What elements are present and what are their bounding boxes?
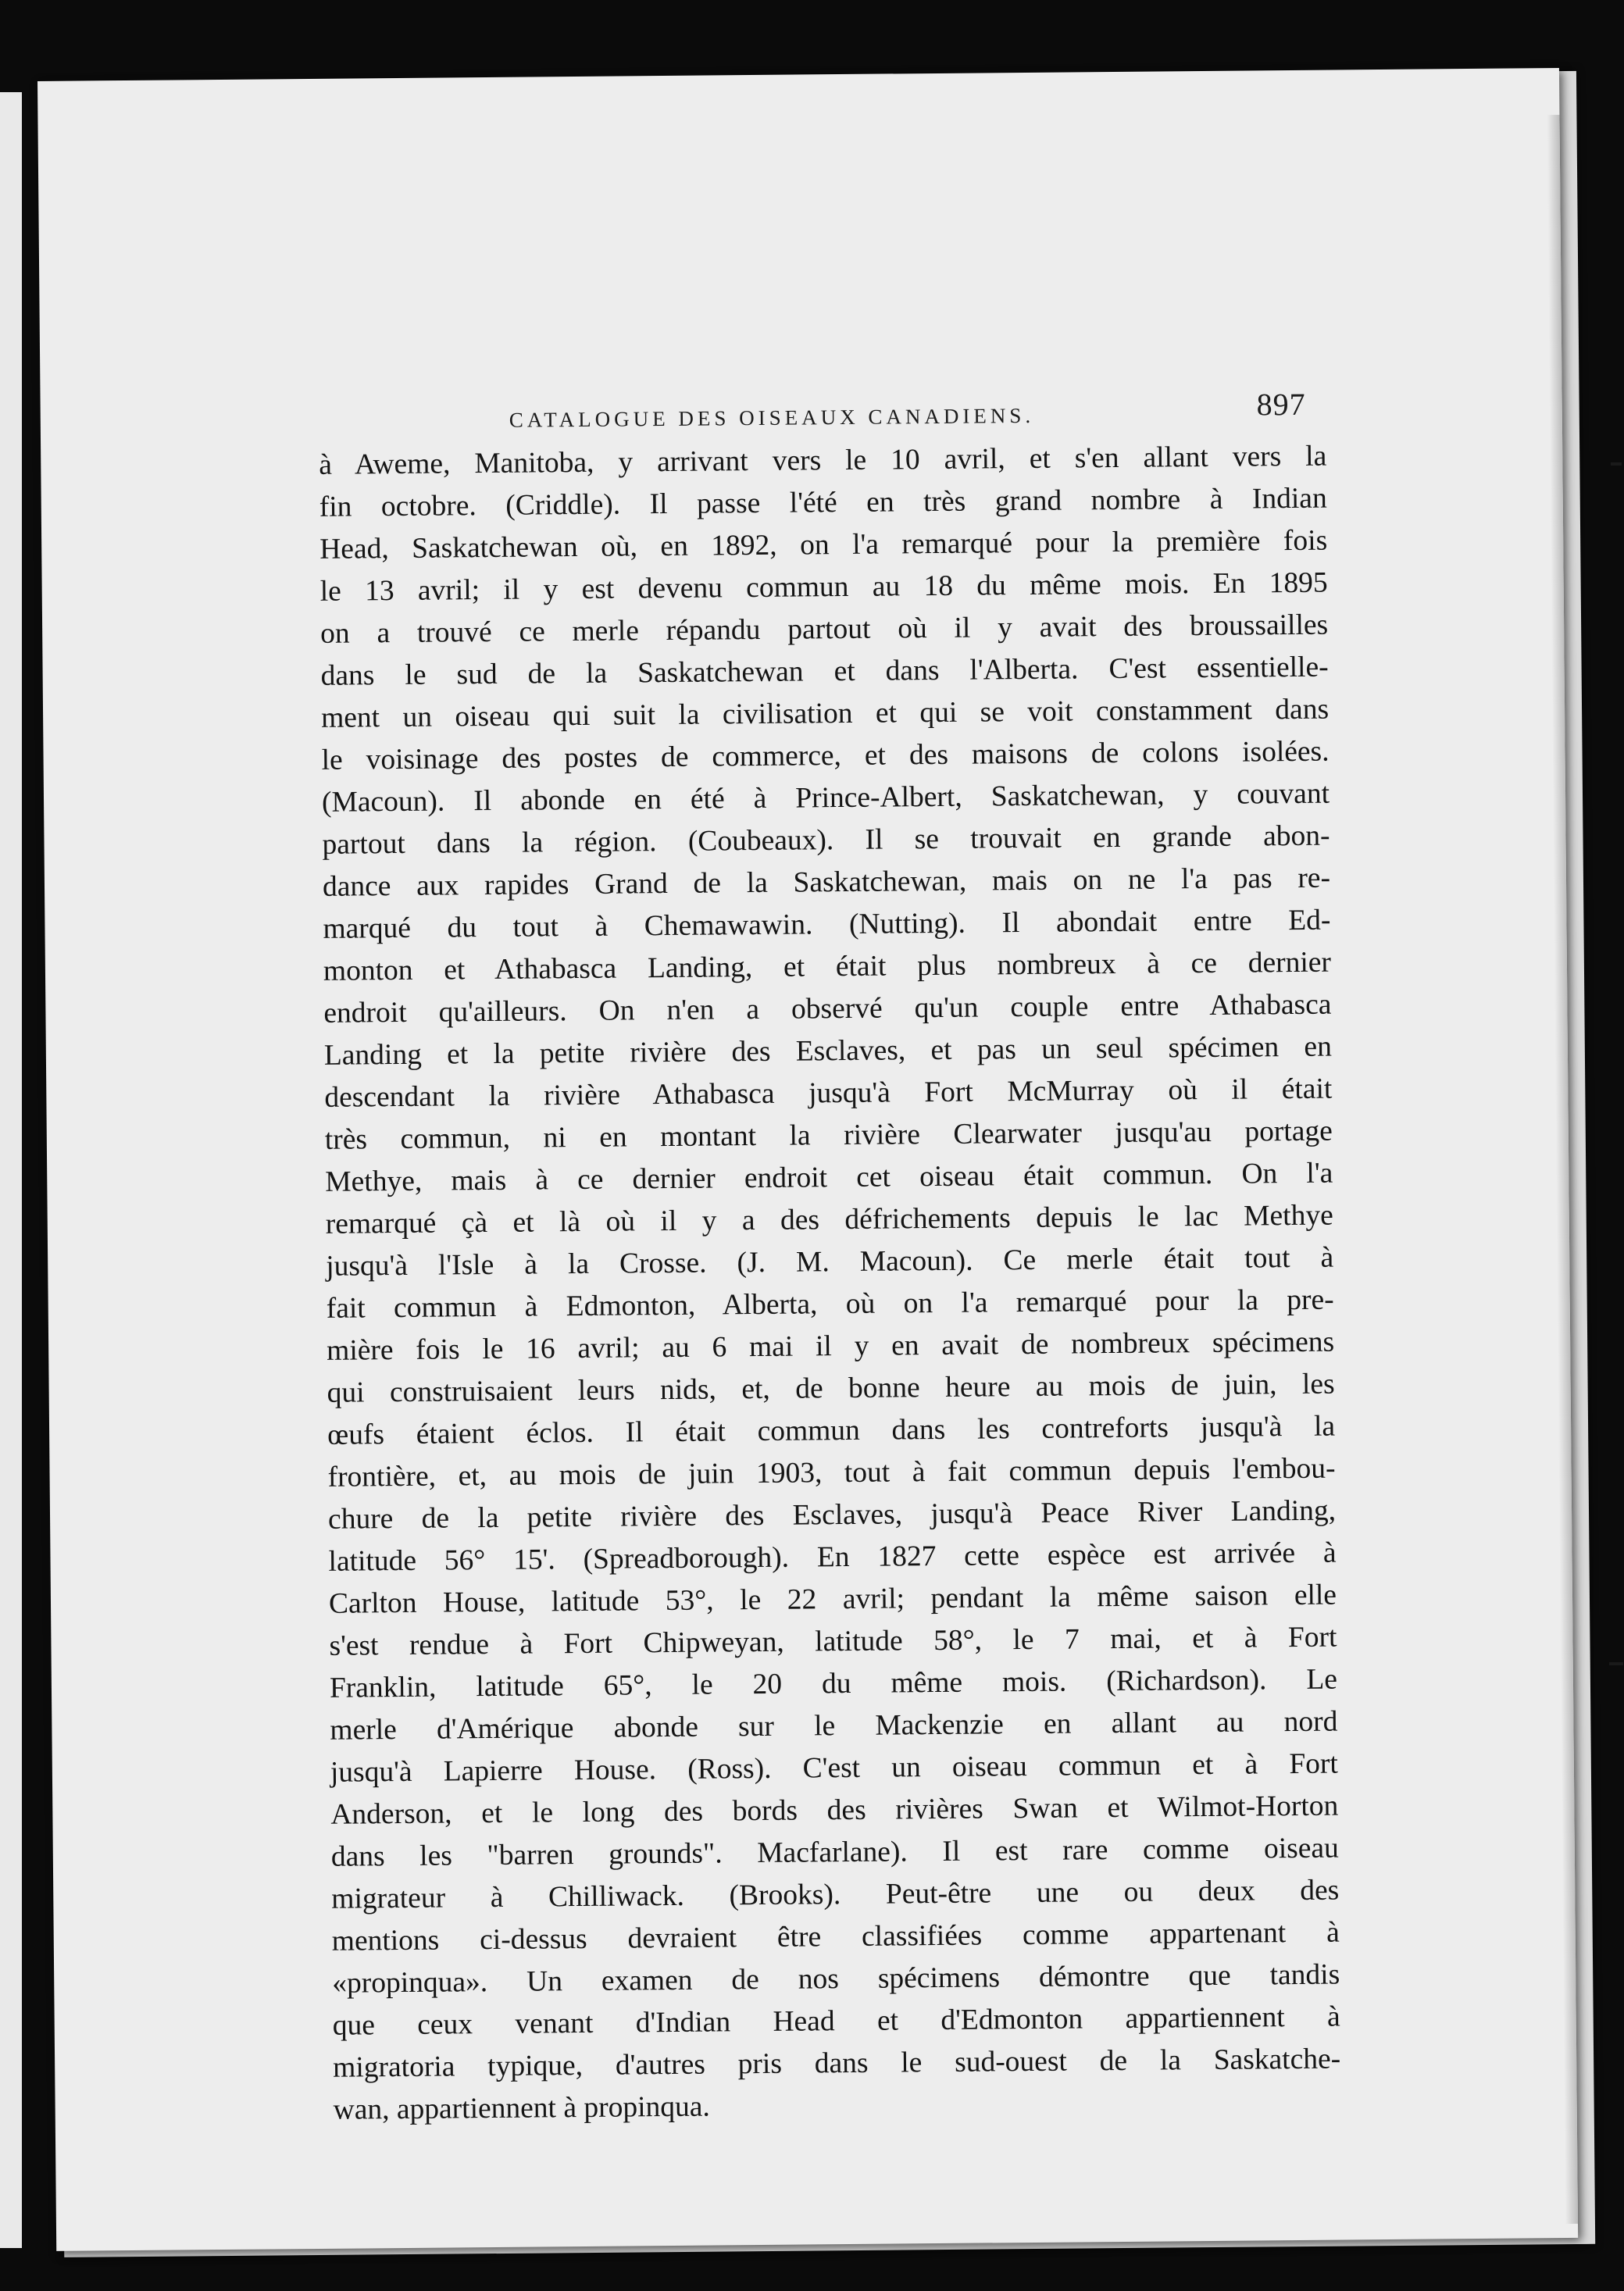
text-line: qui construisaient leurs nids, et, de bonne heure au mois de juin, les bbox=[327, 1368, 1335, 1409]
text-line: remarqué çà et là où il y a des défrichements depuis le lac Methye bbox=[325, 1199, 1333, 1240]
text-line: le 13 avril; il y est devenu commun au 18 du même mois. En 1895 bbox=[319, 566, 1328, 608]
text-line: Head, Saskatchewan où, en 1892, on l'a remarqué pour la première fois bbox=[319, 524, 1328, 566]
text-line: descendant la rivière Athabasca jusqu'à Fort McMurray où il était bbox=[324, 1072, 1333, 1114]
book-page bbox=[37, 68, 1578, 2251]
text-line: à Aweme, Manitoba, y arrivant vers le 10 avril, et s'en allant vers la bbox=[319, 440, 1327, 481]
text-line: Methye, mais à ce dernier endroit cet oiseau était commun. On l'a bbox=[325, 1157, 1333, 1198]
text-line: endroit qu'ailleurs. On n'en a observé qu'un couple entre Athabasca bbox=[323, 988, 1332, 1030]
edge-mark bbox=[1609, 1662, 1623, 1665]
text-line: Franklin, latitude 65°, le 20 du même mois. (Richardson). Le bbox=[329, 1663, 1338, 1704]
text-line: partout dans la région. (Coubeaux). Il se trouvait en grande abon- bbox=[322, 819, 1330, 861]
text-line: dans les "barren grounds". Macfarlane). Il est rare comme oiseau bbox=[330, 1832, 1339, 1873]
text-line: on a trouvé ce merle répandu partout où il y avait des broussailles bbox=[320, 608, 1329, 650]
text-line: dans le sud de la Saskatchewan et dans l'Alberta. C'est essentielle- bbox=[320, 651, 1329, 692]
running-head bbox=[477, 320, 1306, 432]
text-line: chure de la petite rivière des Esclaves, jusqu'à Peace River Landing, bbox=[327, 1494, 1337, 1536]
text-line: ment un oiseau qui suit la civilisation et qui se voit constamment dans bbox=[320, 693, 1330, 734]
text-line: dance aux rapides Grand de la Saskatchewan, mais on ne l'a pas re- bbox=[322, 862, 1331, 903]
text-line: que ceux venant d'Indian Head et d'Edmonton appartiennent à bbox=[332, 2000, 1340, 2042]
running-head-title: CATALOGUE DES OISEAUX CANADIENS. bbox=[509, 403, 1035, 432]
text-line: frontière, et, au mois de juin 1903, tout à fait commun depuis l'embou- bbox=[327, 1452, 1336, 1493]
text-line: mentions ci-dessus devraient être classifiées comme appartenant à bbox=[331, 1916, 1340, 1957]
text-line: jusqu'à l'Isle à la Crosse. (J. M. Macoun). Ce merle était tout à bbox=[326, 1241, 1334, 1283]
text-line: migrateur à Chilliwack. (Brooks). Peut-être une ou deux des bbox=[331, 1874, 1340, 1915]
body-text bbox=[319, 436, 1341, 2132]
text-line: migratoria typique, d'autres pris dans le sud-ouest de la Saskatche- bbox=[333, 2043, 1341, 2084]
text-line: fait commun à Edmonton, Alberta, où on l'a remarqué pour la pre- bbox=[326, 1283, 1334, 1325]
text-line: Carlton House, latitude 53°, le 22 avril; pendant la même saison elle bbox=[328, 1579, 1337, 1620]
text-line: fin octobre. (Criddle). Il passe l'été en très grand nombre à Indian bbox=[319, 482, 1327, 523]
previous-page-edge bbox=[0, 92, 22, 2248]
text-line: jusqu'à Lapierre House. (Ross). C'est un oiseau commun et à Fort bbox=[330, 1747, 1339, 1789]
text-line: marqué du tout à Chemawawin. (Nutting). Il abondait entre Ed- bbox=[323, 904, 1331, 945]
text-line: Anderson, et le long des bords des rivières Swan et Wilmot-Horton bbox=[330, 1790, 1339, 1831]
text-line: le voisinage des postes de commerce, et des maisons de colons isolées. bbox=[321, 735, 1330, 776]
text-line: «propinqua». Un examen de nos spécimens démontre que tandis bbox=[332, 1958, 1340, 2000]
text-line: s'est rendue à Fort Chipweyan, latitude 58°, le 7 mai, et à Fort bbox=[329, 1621, 1337, 1662]
text-line: wan, appartiennent à propinqua. bbox=[333, 2090, 710, 2126]
text-line: mière fois le 16 avril; au 6 mai il y en avait de nombreux spécimens bbox=[327, 1326, 1335, 1367]
text-line: très commun, ni en montant la rivière Clearwater jusqu'au portage bbox=[324, 1115, 1333, 1156]
text-line: (Macoun). Il abonde en été à Prince-Albert, Saskatchewan, y couvant bbox=[321, 777, 1330, 819]
page-number: 897 bbox=[1256, 386, 1306, 423]
text-line: œufs étaient éclos. Il était commun dans les contreforts jusqu'à la bbox=[327, 1410, 1336, 1451]
text-line: latitude 56° 15'. (Spreadborough). En 1827 cette espèce est arrivée à bbox=[328, 1536, 1337, 1578]
text-line: merle d'Amérique abonde sur le Mackenzie en allant au nord bbox=[330, 1705, 1338, 1747]
edge-mark bbox=[1611, 462, 1622, 466]
text-line: monton et Athabasca Landing, et était plus nombreux à ce dernier bbox=[323, 946, 1332, 987]
text-line: Landing et la petite rivière des Esclaves, et pas un seul spécimen en bbox=[323, 1030, 1333, 1072]
